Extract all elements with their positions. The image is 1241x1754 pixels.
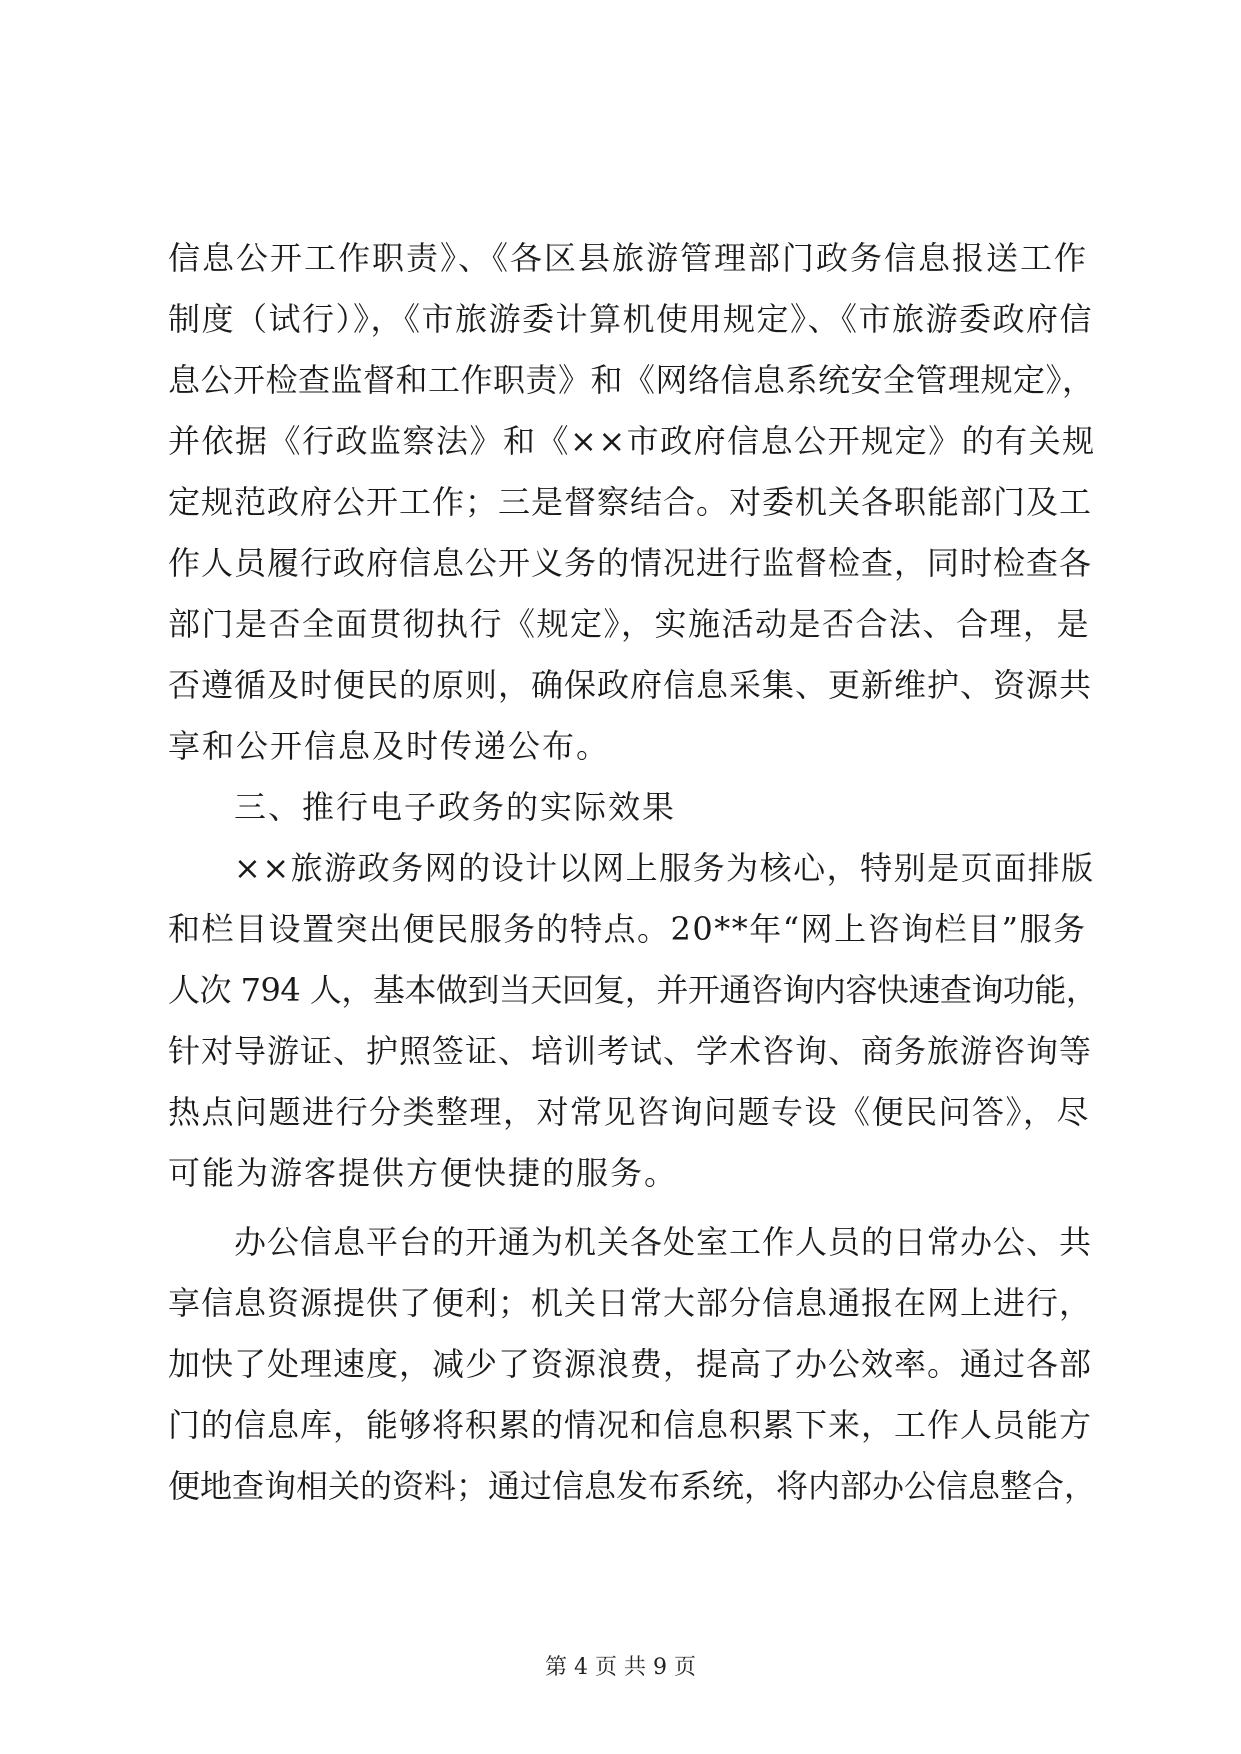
text-line: 针对导游证、护照签证、培训考试、学术咨询、商务旅游咨询等 xyxy=(168,1032,1093,1070)
text-line: 热点问题进行分类整理，对常见咨询问题专设《便民问答》，尽 xyxy=(168,1093,1091,1131)
text-line: 享和公开信息及时传递公布。 xyxy=(168,727,611,765)
text-line: 门的信息库，能够将积累的情况和信息积累下来，工作人员能方 xyxy=(168,1406,1093,1444)
text-line: 定规范政府公开工作；三是督察结合。对委机关各职能部门及工 xyxy=(168,483,1093,521)
text-line: 办公信息平台的开通为机关各处室工作人员的日常办公、共 xyxy=(234,1223,1093,1261)
text-line: 并依据《行政监察法》和《××市政府信息公开规定》的有关规 xyxy=(168,422,1096,460)
text-line: 部门是否全面贯彻执行《规定》，实施活动是否合法、合理，是 xyxy=(168,605,1091,643)
text-line: 作人员履行政府信息公开义务的情况进行监督检查，同时检查各 xyxy=(168,544,1093,582)
page-footer: 第 4 页 共 9 页 xyxy=(545,1655,696,1680)
text-line: ××旅游政务网的设计以网上服务为核心，特别是页面排版 xyxy=(234,849,1095,887)
text-line: 可能为游客提供方便快捷的服务。 xyxy=(168,1154,679,1192)
text-line: 信息公开工作职责》、《各区县旅游管理部门政务信息报送工作 xyxy=(168,239,1089,277)
text-line: 享信息资源提供了便利；机关日常大部分信息通报在网上进行， xyxy=(168,1284,1093,1322)
text-line: 息公开检查监督和工作职责》和《网络信息系统安全管理规定》， xyxy=(168,361,1095,399)
body-text xyxy=(168,228,1098,1517)
text-line: 否遵循及时便民的原则，确保政府信息采集、更新维护、资源共 xyxy=(168,666,1093,704)
text-line: 便地查询相关的资料；通过信息发布系统，将内部办公信息整合， xyxy=(168,1467,1097,1505)
text-line: 制度（试行）》，《市旅游委计算机使用规定》、《市旅游委政府信 xyxy=(168,300,1094,338)
text-line: 加快了处理速度，减少了资源浪费，提高了办公效率。通过各部 xyxy=(168,1345,1093,1383)
text-line: 和栏目设置突出便民服务的特点。20**年“网上咨询栏目”服务 xyxy=(168,910,1087,948)
text-line: 人次 794 人，基本做到当天回复，并开通咨询内容快速查询功能， xyxy=(168,971,1098,1009)
section-heading: 三、推行电子政务的实际效果 xyxy=(234,788,677,826)
